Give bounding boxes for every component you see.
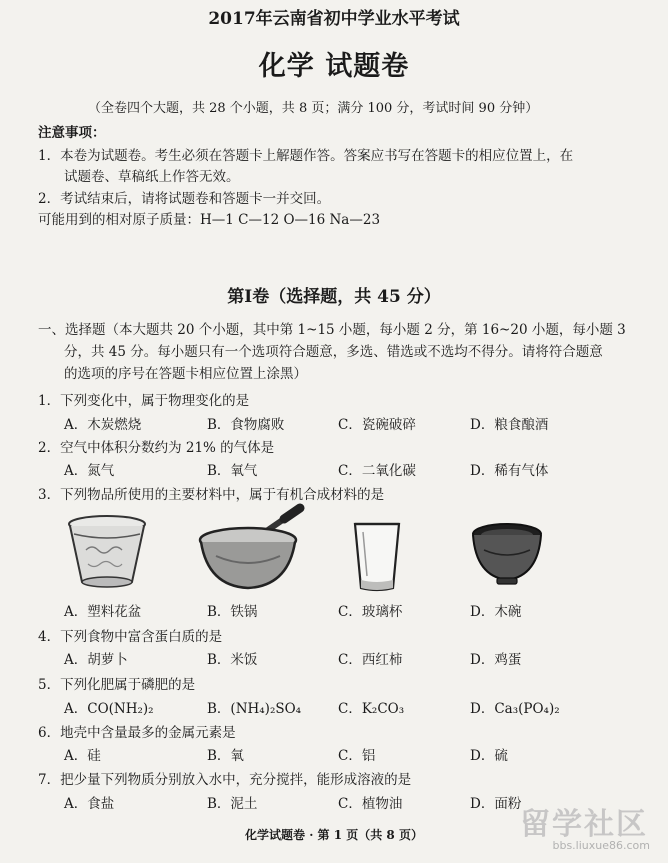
question-5-option-b-formula: (NH₄)₂SO₄ bbox=[230, 701, 302, 717]
question-5-option-b-letter: B． bbox=[207, 701, 231, 717]
plastic-flowerpot-image bbox=[64, 512, 150, 590]
question-1-option-d: D．粮食酿酒 bbox=[470, 417, 549, 433]
question-2-stem: 2．空气中体积分数约为 21% 的气体是 bbox=[38, 440, 275, 456]
question-6-option-c: C．铝 bbox=[338, 748, 376, 764]
question-3-option-c: C．玻璃杯 bbox=[338, 604, 403, 620]
question-7-option-b: B．泥土 bbox=[207, 796, 258, 812]
question-2-option-c: C．二氧化碳 bbox=[338, 463, 416, 479]
question-5-option-c-letter: C． bbox=[338, 701, 362, 717]
question-4-option-a: A．胡萝卜 bbox=[64, 652, 128, 668]
wooden-bowl-image bbox=[470, 520, 544, 590]
question-2-option-a: A．氮气 bbox=[64, 463, 115, 479]
note-2: 2．考试结束后，请将试题卷和答题卡一并交回。 bbox=[38, 191, 331, 207]
question-1-stem: 1．下列变化中，属于物理变化的是 bbox=[38, 393, 250, 409]
question-5-option-a-letter: A． bbox=[64, 701, 88, 717]
question-5-option-d-letter: D． bbox=[470, 701, 495, 717]
question-5-option-b bbox=[207, 697, 301, 717]
section-intro-line-3: 的选项的序号在答题卡相应位置上涂黑） bbox=[64, 366, 307, 382]
exam-summary: （全卷四个大题，共 28 个小题，共 8 页；满分 100 分，考试时间 90 分钟） bbox=[88, 101, 539, 116]
paper-title: 化学 试题卷 bbox=[258, 51, 410, 82]
question-3-option-b: B．铁锅 bbox=[207, 604, 258, 620]
question-3-option-a: A．塑料花盆 bbox=[64, 604, 142, 620]
question-6-option-b: B．氧 bbox=[207, 748, 244, 764]
question-5-option-d-formula: Ca₃(PO₄)₂ bbox=[494, 701, 560, 717]
question-6-stem: 6．地壳中含量最多的金属元素是 bbox=[38, 725, 236, 741]
question-4-stem: 4．下列食物中富含蛋白质的是 bbox=[38, 629, 223, 645]
section-title: 第Ⅰ卷（选择题，共 45 分） bbox=[227, 287, 441, 307]
question-6-option-a: A．硅 bbox=[64, 748, 101, 764]
question-7-stem: 7．把少量下列物质分别放入水中，充分搅拌，能形成溶液的是 bbox=[38, 772, 412, 788]
watermark bbox=[492, 799, 662, 857]
notes-heading: 注意事项： bbox=[38, 125, 106, 141]
note-1-line-2: 试题卷、草稿纸上作答无效。 bbox=[64, 169, 240, 185]
question-5-option-c-formula: K₂CO₃ bbox=[361, 701, 405, 717]
iron-wok-image bbox=[196, 500, 308, 592]
question-5-option-a-formula: CO(NH₂)₂ bbox=[87, 701, 154, 717]
question-1-option-c: C．瓷碗破碎 bbox=[338, 417, 416, 433]
question-4-option-d: D．鸡蛋 bbox=[470, 652, 522, 668]
question-5-option-d bbox=[470, 697, 560, 717]
question-7-option-a: A．食盐 bbox=[64, 796, 115, 812]
section-intro-line-1: 一、选择题（本大题共 20 个小题，其中第 1~15 小题，每小题 2 分，第 16~20 小题，每小题 3 bbox=[38, 322, 626, 338]
question-7-option-d: D．面粉 bbox=[470, 796, 522, 812]
question-4-option-b: B．米饭 bbox=[207, 652, 258, 668]
question-7-option-c: C．植物油 bbox=[338, 796, 403, 812]
question-4-option-c: C．西红柿 bbox=[338, 652, 403, 668]
question-2-option-b: B．氧气 bbox=[207, 463, 258, 479]
question-5-stem: 5．下列化肥属于磷肥的是 bbox=[38, 677, 196, 693]
question-6-option-d: D．硫 bbox=[470, 748, 508, 764]
page-footer: 化学试题卷 · 第 1 页（共 8 页） bbox=[245, 828, 423, 842]
question-1-option-a: A．木炭燃烧 bbox=[64, 417, 142, 433]
section-intro-line-2: 分，共 45 分。每小题只有一个选项符合题意，多选、错选或不选均不得分。请将符合题意 bbox=[64, 344, 603, 360]
glass-cup-image bbox=[351, 520, 403, 594]
exam-title: 2017年云南省初中学业水平考试 bbox=[208, 9, 460, 29]
question-2-option-d: D．稀有气体 bbox=[470, 463, 549, 479]
note-1-line-1: 1．本卷为试题卷。考生必须在答题卡上解题作答。答案应书写在答题卡的相应位置上，在 bbox=[38, 148, 574, 164]
question-5-option-a bbox=[64, 697, 154, 717]
question-3-option-d: D．木碗 bbox=[470, 604, 522, 620]
question-3-stem: 3．下列物品所使用的主要材料中，属于有机合成材料的是 bbox=[38, 487, 385, 503]
question-1-option-b: B．食物腐败 bbox=[207, 417, 285, 433]
watermark-logo-text: 留学社区 bbox=[520, 807, 648, 842]
question-5-option-c bbox=[338, 697, 404, 717]
atomic-masses: 可能用到的相对原子质量：H—1 C—12 O—16 Na—23 bbox=[38, 212, 381, 228]
watermark-url: bbs.liuxue86.com bbox=[552, 839, 650, 852]
